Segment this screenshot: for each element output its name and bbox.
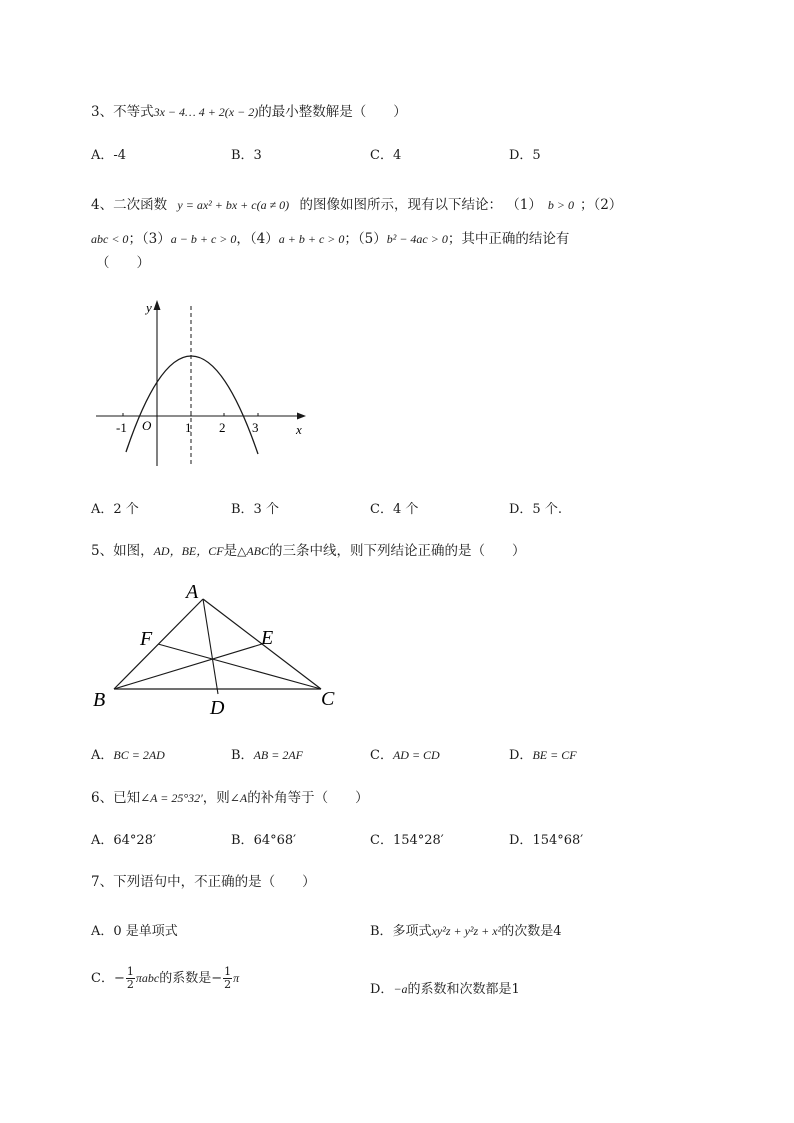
q3-option-a[interactable]: A．-4 xyxy=(91,148,127,163)
fraction-one-half: $\frac{1}{2}$ xyxy=(126,965,134,991)
given-angle: ∠A = 25°32′ xyxy=(140,791,203,805)
point-e-label: E xyxy=(261,627,274,649)
question-3-text: 不等式 xyxy=(113,104,154,120)
question-6-text-tail: 的补角等于（ ） xyxy=(247,790,369,806)
question-4-text-tail: ；其中正确的结论有 xyxy=(447,231,570,247)
q4-option-d[interactable]: D．5 个. xyxy=(509,502,562,517)
polynomial: xy²z + y²z + x² xyxy=(431,924,502,938)
negative-a: −a xyxy=(393,982,408,996)
question-4-text-mid: 的图像如图所示，现有以下结论： xyxy=(299,197,502,213)
monomial: πabc xyxy=(135,971,160,985)
q5-option-c[interactable]: C．AD = CD xyxy=(370,748,440,763)
conclusion-2: abc < 0 xyxy=(91,232,129,246)
q5-option-d[interactable]: D．BE = CF xyxy=(509,748,577,763)
median-segments: AD，BE，CF xyxy=(153,544,224,558)
conclusion-5-label: ；（5） xyxy=(344,231,387,247)
question-6-text: 已知 xyxy=(113,790,141,806)
conclusion-5: b² − 4ac > 0 xyxy=(386,232,448,246)
question-5-text-tail: 的三条中线，则下列结论正确的是（ ） xyxy=(269,543,526,559)
x-axis-label: x xyxy=(296,422,302,437)
question-5-text-mid: 是 xyxy=(223,543,238,559)
conclusion-3-label: ；（3） xyxy=(128,231,171,247)
q6-option-b[interactable]: B．64°68′ xyxy=(231,833,297,848)
q6-option-c[interactable]: C．154°28′ xyxy=(370,833,444,848)
q4-option-c[interactable]: C．4 个 xyxy=(370,502,419,517)
point-f-label: F xyxy=(140,628,153,650)
conclusion-3: a − b + c > 0 xyxy=(170,232,237,246)
conclusion-4-label: ，（4） xyxy=(236,231,279,247)
origin-label: O xyxy=(142,418,152,433)
conclusion-1-label: （1） xyxy=(506,197,542,213)
question-3-number: 3、 xyxy=(91,104,114,120)
q6-option-a[interactable]: A．64°28′ xyxy=(91,833,156,848)
q6-option-d[interactable]: D．154°68′ xyxy=(509,833,584,848)
question-4-line-1 xyxy=(91,193,622,213)
q4-option-a[interactable]: A．2 个 xyxy=(91,502,139,517)
x-axis-arrow xyxy=(297,413,306,420)
tick-label-3: 3 xyxy=(252,420,259,435)
vertex-a-label: A xyxy=(186,581,199,603)
q3-option-b[interactable]: B．3 xyxy=(231,148,262,163)
question-6-number: 6、 xyxy=(91,790,114,806)
tick-label-2: 2 xyxy=(219,420,226,435)
q5-option-a[interactable]: A．BC = 2AD xyxy=(91,748,165,763)
fraction-one-half-coefficient: $\frac{1}{2}$ xyxy=(224,965,232,991)
question-5-number: 5、 xyxy=(91,543,114,559)
question-5-text: 如图， xyxy=(113,543,154,559)
q5-option-b[interactable]: B．AB = 2AF xyxy=(231,748,303,763)
question-4-number: 4、 xyxy=(91,197,114,213)
parabola-curve xyxy=(126,356,258,454)
point-d-label: D xyxy=(210,697,225,719)
q4-option-b[interactable]: B．3 个 xyxy=(231,502,279,517)
q7-option-d[interactable]: D．−a的系数和次数都是1 xyxy=(370,982,520,997)
q7-option-b[interactable]: B．多项式xy²z + y²z + x²的次数是4 xyxy=(370,924,562,939)
vertex-c-label: C xyxy=(321,688,335,710)
quadratic-function: y = ax² + bx + c(a ≠ 0) xyxy=(177,198,290,212)
question-3 xyxy=(91,100,407,120)
triangle-abc: △ABC xyxy=(237,544,269,558)
question-6-text-mid: ，则 xyxy=(202,790,230,806)
tick-label-minus-1: -1 xyxy=(116,420,127,435)
q3-option-c[interactable]: C．4 xyxy=(370,148,402,163)
question-5 xyxy=(91,539,526,559)
y-axis-arrow xyxy=(154,300,161,310)
conclusion-1: b > 0 xyxy=(547,198,574,212)
q7-option-c[interactable]: C．− $\frac{1}{2}$ πabc的系数是− $\frac{1}{2}$ π xyxy=(91,965,240,991)
angle-a: ∠A xyxy=(229,791,248,805)
question-7-text: 下列语句中，不正确的是（ ） xyxy=(113,874,316,890)
triangle-figure xyxy=(88,576,348,721)
question-4-line-2 xyxy=(91,227,569,247)
parabola-graph xyxy=(90,292,320,472)
question-4-text: 二次函数 xyxy=(113,197,168,213)
question-4-answer-paren: （ ） xyxy=(96,255,150,271)
median-ad xyxy=(203,599,218,694)
conclusion-2-label: ；（2） xyxy=(579,197,623,213)
question-7-number: 7、 xyxy=(91,874,114,890)
tick-label-1: 1 xyxy=(185,420,192,435)
conclusion-4: a + b + c > 0 xyxy=(278,232,345,246)
question-6 xyxy=(91,786,369,806)
question-3-inequality: 3x − 4… 4 + 2(x − 2) xyxy=(153,105,259,119)
question-3-text-tail: 的最小整数解是（ ） xyxy=(258,104,407,120)
vertex-b-label: B xyxy=(93,689,106,711)
q3-option-d[interactable]: D．5 xyxy=(509,148,541,163)
question-7 xyxy=(91,870,316,890)
q7-option-a[interactable]: A．0 是单项式 xyxy=(91,924,178,939)
y-axis-label: y xyxy=(146,300,152,315)
